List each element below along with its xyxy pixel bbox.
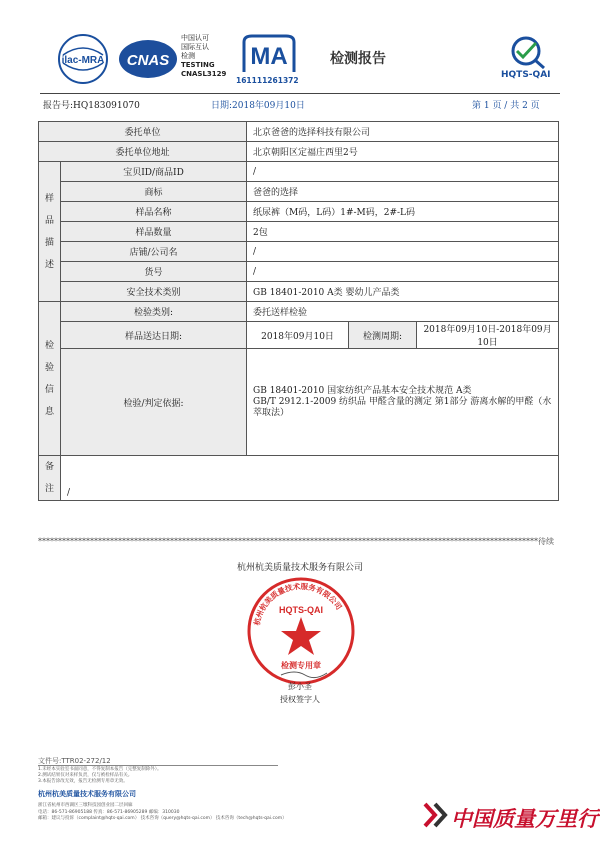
- basis-value: [247, 349, 559, 456]
- test-type-label: 检验类别:: [61, 302, 247, 322]
- basis-line: GB 18401-2010 国家纺织产品基本安全技术规范 A类: [253, 385, 472, 396]
- svg-text:杭州杭美质量技术服务有限公司: 杭州杭美质量技术服务有限公司: [252, 581, 344, 627]
- svg-text:CNAS: CNAS: [126, 52, 170, 69]
- cnas-info: 中国认可 国际互认 检测 TESTING CNASL3129: [181, 34, 227, 78]
- sample-row: [39, 162, 559, 182]
- hqts-logo: [508, 35, 548, 73]
- sample-label: 样品名称: [61, 202, 247, 222]
- sample-section-label: 样 品 描 述: [39, 162, 61, 302]
- svg-text:MA: MA: [250, 43, 288, 70]
- delivery-value: 2018年09月10日: [247, 322, 349, 349]
- official-seal: [245, 575, 357, 691]
- address-label: 委托单位地址: [39, 142, 247, 162]
- signer-title: 授权签字人: [280, 695, 320, 704]
- basis-label: 检验/判定依据:: [61, 349, 247, 456]
- watermark-logo-icon: [423, 802, 451, 832]
- sample-value: GB 18401-2010 A类 婴幼儿产品类: [247, 282, 559, 302]
- cnas-logo: [117, 38, 179, 84]
- sample-value: /: [247, 162, 559, 182]
- sample-row: [39, 262, 559, 282]
- basis-row: [39, 349, 559, 456]
- period-value: 2018年09月10日-2018年09月10日: [417, 322, 559, 349]
- client-row: [39, 122, 559, 142]
- sample-label: 宝贝ID/商品ID: [61, 162, 247, 182]
- footer-company: 杭州杭美质量技术服务有限公司: [38, 790, 136, 798]
- remark-value: /: [61, 456, 559, 501]
- watermark-text: 中国质量万里行: [451, 807, 598, 831]
- footer-notes: 1.未经本实验室书面同意，不得复制本报告（完整复制除外）。 2.测试结果仅对来样负责，仅与被检样品有关。 3.本报告涂改无效，报告无检测专用章无效。: [38, 767, 162, 784]
- test-type-value: 委托送样检验: [247, 302, 559, 322]
- svg-text:检测专用章: 检测专用章: [281, 661, 321, 670]
- cma-logo: [238, 32, 300, 78]
- svg-text:HQTS-QAI: HQTS-QAI: [279, 605, 323, 615]
- client-label: 委托单位: [39, 122, 247, 142]
- footer-divider: [38, 765, 278, 766]
- delivery-label: 样品送达日期:: [61, 322, 247, 349]
- report-table: [38, 121, 559, 501]
- test-type-row: [39, 302, 559, 322]
- sample-value: /: [247, 242, 559, 262]
- page-indicator: 第 1 页 / 共 2 页: [472, 101, 540, 111]
- report-title: 检测报告: [330, 51, 386, 67]
- period-label: 检测周期:: [349, 322, 417, 349]
- address-value: 北京朝阳区定福庄西里2号: [247, 142, 559, 162]
- sample-label: 货号: [61, 262, 247, 282]
- sample-row: [39, 202, 559, 222]
- sample-value: 爸爸的选择: [247, 182, 559, 202]
- signer-name: 彭小圣: [288, 682, 312, 691]
- sample-value: 纸尿裤（M码，L码）1#-M码，2#-L码: [247, 202, 559, 222]
- continuation-line: [38, 536, 560, 547]
- cma-number: 161111261372: [236, 76, 299, 85]
- sample-value: /: [247, 262, 559, 282]
- basis-line: GB/T 2912.1-2009 纺织品 甲醛含量的测定 第1部分 游离水解的甲醛（水萃取法）: [253, 396, 552, 418]
- sample-row: [39, 182, 559, 202]
- issuing-company: 杭州杭美质量技术服务有限公司: [236, 563, 363, 573]
- file-number: 文件号:TTR02-272/12: [38, 757, 111, 765]
- sample-row: [39, 282, 559, 302]
- hqts-logo-text: HQTS-QAI: [501, 70, 551, 80]
- client-value: 北京爸爸的选择科技有限公司: [247, 122, 559, 142]
- to-be-continued: 待续: [538, 537, 554, 546]
- sample-label: 样品数量: [61, 222, 247, 242]
- header-divider: [40, 93, 560, 94]
- remark-row: [39, 456, 559, 501]
- asterisk-rule: *****************************************************************************************************************************: [38, 537, 538, 546]
- sample-label: 安全技术类别: [61, 282, 247, 302]
- report-date: 日期:2018年09月10日: [211, 101, 305, 111]
- remark-section-label: 备 注: [39, 456, 61, 501]
- sample-row: [39, 242, 559, 262]
- test-section-label: 检 验 信 息: [39, 302, 61, 456]
- address-row: [39, 142, 559, 162]
- sample-row: [39, 222, 559, 242]
- ilac-mra-logo: [57, 33, 109, 89]
- footer-contact: 浙江省杭州市西湖区三墩科技园创业园二层回廊 电话：86-571-86905188 传真：86-571-86905289 邮编：310030 邮箱：建议与投诉（complaint@hqts-qai.com） 技术咨询（query@hqts-qai.com） 技术咨询（tech@hqts-qai.com）: [38, 803, 287, 821]
- sample-label: 店铺/公司名: [61, 242, 247, 262]
- report-number: 报告号:HQ183091070: [43, 101, 140, 111]
- sample-value: 2包: [247, 222, 559, 242]
- svg-text:ilac-MRA: ilac-MRA: [61, 55, 105, 66]
- delivery-row: [39, 322, 559, 349]
- sample-label: 商标: [61, 182, 247, 202]
